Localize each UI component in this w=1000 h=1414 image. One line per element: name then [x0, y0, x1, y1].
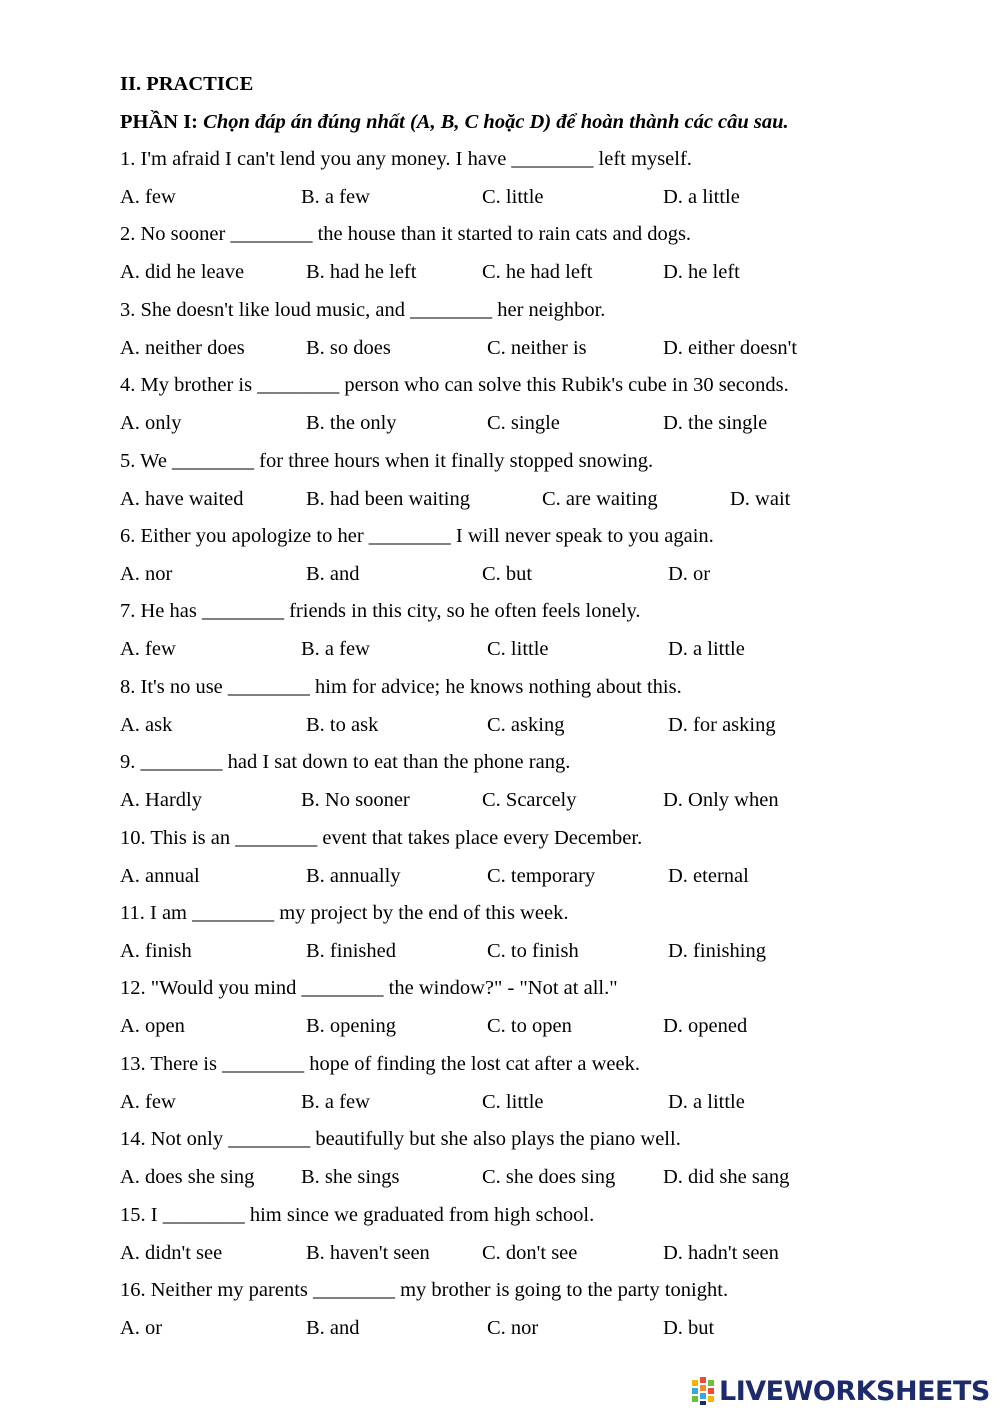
question-1-option-b[interactable]: B. a few [301, 186, 370, 208]
question-5-option-a[interactable]: A. have waited [120, 488, 244, 510]
question-4-option-a[interactable]: A. only [120, 412, 182, 434]
question-3-option-a[interactable]: A. neither does [120, 337, 245, 359]
question-10-text: 10. This is an ________ event that takes place every December. [120, 827, 643, 849]
question-3-option-d[interactable]: D. either doesn't [663, 337, 798, 359]
question-10-option-c[interactable]: C. temporary [487, 865, 596, 887]
question-4-text: 4. My brother is ________ person who can solve this Rubik's cube in 30 seconds. [120, 374, 789, 396]
question-9-option-a[interactable]: A. Hardly [120, 789, 202, 811]
question-16-text: 16. Neither my parents ________ my brother is going to the party tonight. [120, 1279, 729, 1301]
section-title: II. PRACTICE [120, 73, 254, 95]
question-16-option-d[interactable]: D. but [663, 1317, 715, 1339]
question-12-option-a[interactable]: A. open [120, 1015, 185, 1037]
question-5-option-b[interactable]: B. had been waiting [306, 488, 470, 510]
question-16-option-a[interactable]: A. or [120, 1317, 163, 1339]
question-5-option-d[interactable]: D. wait [730, 488, 791, 510]
question-12-option-b[interactable]: B. opening [306, 1015, 396, 1037]
question-10-option-a[interactable]: A. annual [120, 865, 200, 887]
question-1-option-c[interactable]: C. little [482, 186, 544, 208]
question-7-option-c[interactable]: C. little [487, 638, 549, 660]
liveworksheets-logo-icon [692, 1377, 716, 1405]
question-7-option-a[interactable]: A. few [120, 638, 176, 660]
question-13-option-c[interactable]: C. little [482, 1091, 544, 1113]
question-13-text: 13. There is ________ hope of finding the lost cat after a week. [120, 1053, 640, 1075]
question-3-text: 3. She doesn't like loud music, and ________ her neighbor. [120, 299, 606, 321]
question-5-text: 5. We ________ for three hours when it finally stopped snowing. [120, 450, 654, 472]
question-2-option-a[interactable]: A. did he leave [120, 261, 245, 283]
question-13-option-b[interactable]: B. a few [301, 1091, 370, 1113]
part-instruction-text: Chọn đáp án đúng nhất (A, B, C hoặc D) để hoàn thành các câu sau. [203, 111, 789, 133]
question-14-option-d[interactable]: D. did she sang [663, 1166, 790, 1188]
question-14-option-c[interactable]: C. she does sing [482, 1166, 616, 1188]
question-11-option-d[interactable]: D. finishing [668, 940, 766, 962]
question-2-option-b[interactable]: B. had he left [306, 261, 417, 283]
question-15-option-c[interactable]: C. don't see [482, 1242, 578, 1264]
question-6-option-a[interactable]: A. nor [120, 563, 173, 585]
question-4-option-c[interactable]: C. single [487, 412, 560, 434]
question-4-option-d[interactable]: D. the single [663, 412, 768, 434]
question-9-text: 9. ________ had I sat down to eat than the phone rang. [120, 751, 571, 773]
question-14-option-b[interactable]: B. she sings [301, 1166, 400, 1188]
question-15-option-b[interactable]: B. haven't seen [306, 1242, 430, 1264]
question-3-option-c[interactable]: C. neither is [487, 337, 587, 359]
question-16-option-b[interactable]: B. and [306, 1317, 360, 1339]
question-6-option-c[interactable]: C. but [482, 563, 533, 585]
question-11-option-b[interactable]: B. finished [306, 940, 396, 962]
question-1-option-d[interactable]: D. a little [663, 186, 740, 208]
question-6-text: 6. Either you apologize to her ________ I will never speak to you again. [120, 525, 714, 547]
question-8-option-d[interactable]: D. for asking [668, 714, 776, 736]
question-6-option-b[interactable]: B. and [306, 563, 360, 585]
question-9-option-c[interactable]: C. Scarcely [482, 789, 577, 811]
question-6-option-d[interactable]: D. or [668, 563, 711, 585]
question-14-text: 14. Not only ________ beautifully but she also plays the piano well. [120, 1128, 681, 1150]
question-12-option-c[interactable]: C. to open [487, 1015, 572, 1037]
liveworksheets-logo-text: LIVEWORKSHEETS [719, 1375, 990, 1407]
question-7-text: 7. He has ________ friends in this city, so he often feels lonely. [120, 600, 641, 622]
question-1-text: 1. I'm afraid I can't lend you any money. I have ________ left myself. [120, 148, 692, 170]
question-10-option-b[interactable]: B. annually [306, 865, 401, 887]
question-4-option-b[interactable]: B. the only [306, 412, 397, 434]
question-8-option-c[interactable]: C. asking [487, 714, 565, 736]
question-12-option-d[interactable]: D. opened [663, 1015, 748, 1037]
question-11-option-c[interactable]: C. to finish [487, 940, 579, 962]
question-1-option-a[interactable]: A. few [120, 186, 176, 208]
question-15-option-a[interactable]: A. didn't see [120, 1242, 223, 1264]
question-8-option-b[interactable]: B. to ask [306, 714, 379, 736]
question-13-option-a[interactable]: A. few [120, 1091, 176, 1113]
liveworksheets-logo [692, 1375, 990, 1407]
question-8-option-a[interactable]: A. ask [120, 714, 173, 736]
question-8-text: 8. It's no use ________ him for advice; he knows nothing about this. [120, 676, 682, 698]
question-7-option-b[interactable]: B. a few [301, 638, 370, 660]
question-14-option-a[interactable]: A. does she sing [120, 1166, 255, 1188]
question-10-option-d[interactable]: D. eternal [668, 865, 749, 887]
question-2-option-c[interactable]: C. he had left [482, 261, 593, 283]
question-15-option-d[interactable]: D. hadn't seen [663, 1242, 779, 1264]
question-9-option-b[interactable]: B. No sooner [301, 789, 410, 811]
part-label: PHẦN I: [120, 111, 199, 133]
question-11-option-a[interactable]: A. finish [120, 940, 192, 962]
question-2-option-d[interactable]: D. he left [663, 261, 740, 283]
question-5-option-c[interactable]: C. are waiting [542, 488, 658, 510]
question-13-option-d[interactable]: D. a little [668, 1091, 745, 1113]
question-15-text: 15. I ________ him since we graduated from high school. [120, 1204, 595, 1226]
question-3-option-b[interactable]: B. so does [306, 337, 391, 359]
question-11-text: 11. I am ________ my project by the end of this week. [120, 902, 569, 924]
part-instruction [120, 110, 789, 134]
question-12-text: 12. "Would you mind ________ the window?" - "Not at all." [120, 977, 618, 999]
question-9-option-d[interactable]: D. Only when [663, 789, 779, 811]
question-2-text: 2. No sooner ________ the house than it started to rain cats and dogs. [120, 223, 692, 245]
question-7-option-d[interactable]: D. a little [668, 638, 745, 660]
question-16-option-c[interactable]: C. nor [487, 1317, 539, 1339]
